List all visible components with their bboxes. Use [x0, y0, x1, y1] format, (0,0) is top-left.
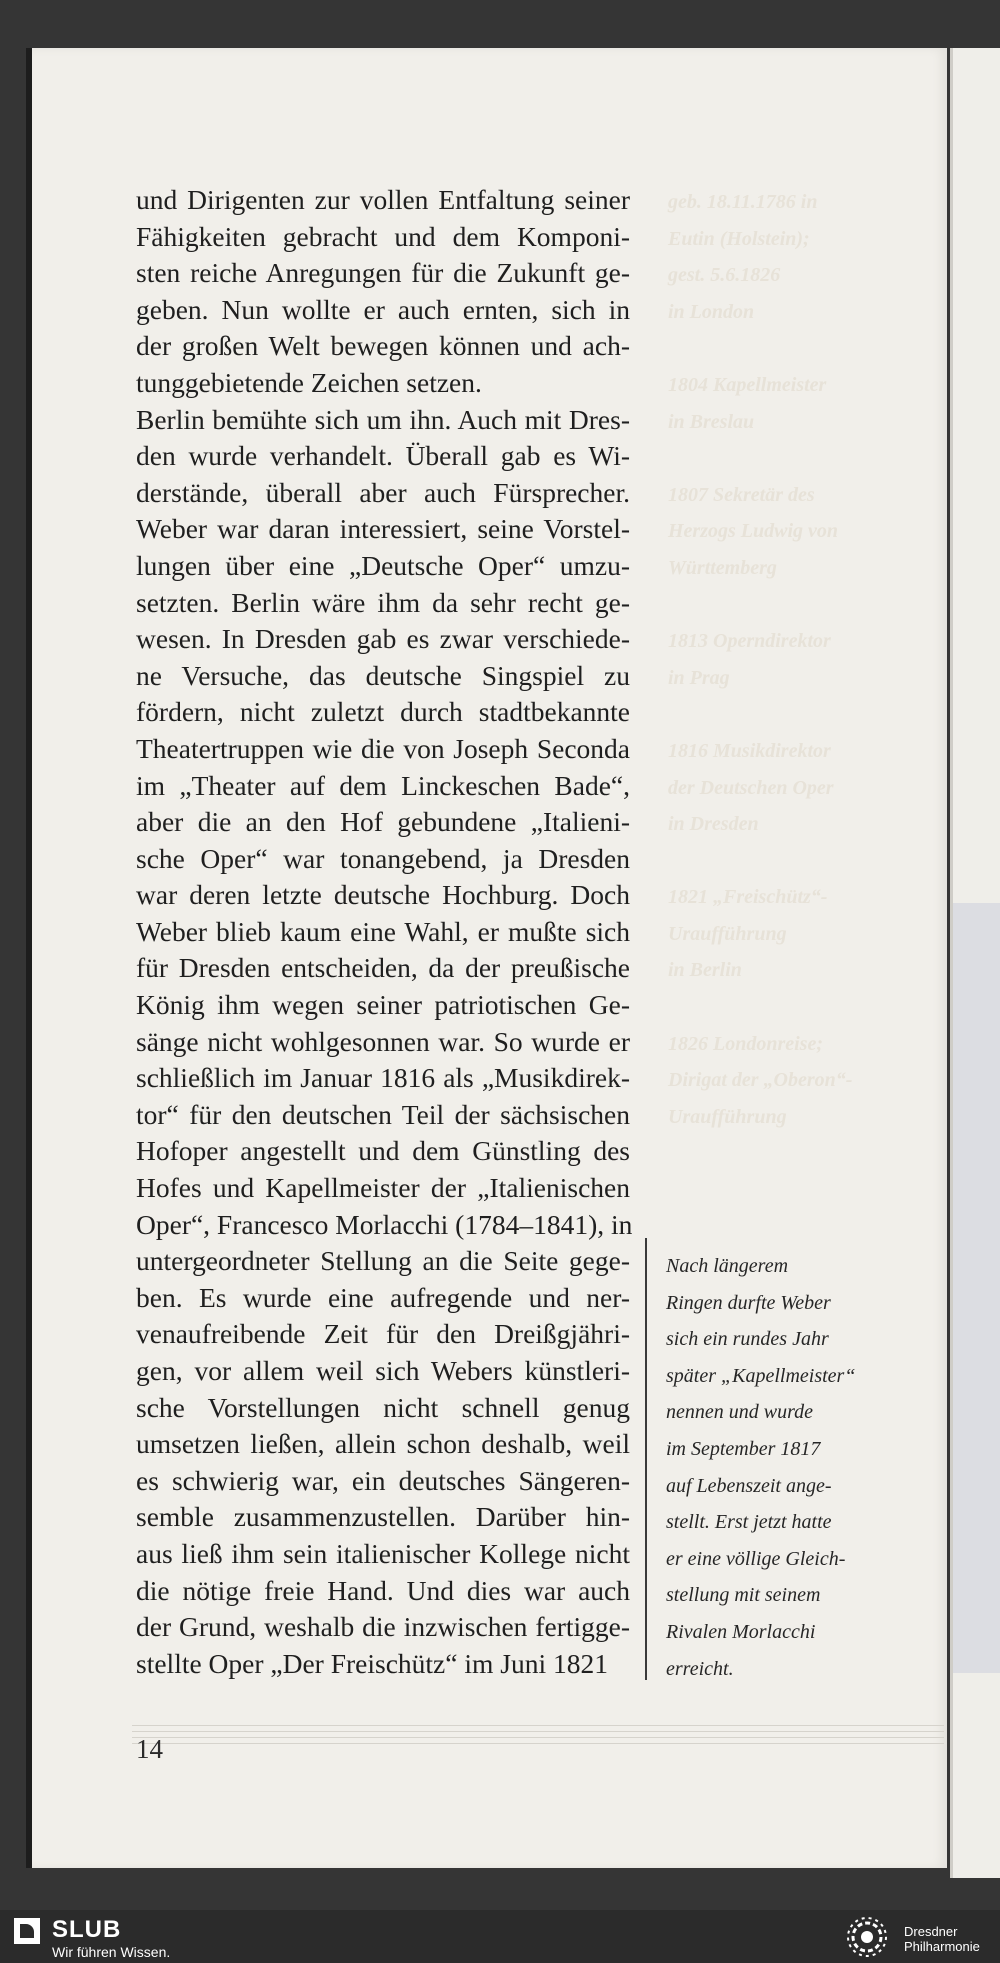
show-through-line: in Dresden [668, 813, 759, 836]
orchestra-name-line1: Dresdner [904, 1924, 958, 1939]
text-line: wesen. In Dresden gab es zwar verschiede- [136, 623, 630, 655]
text-line: war deren letzte deutsche Hochburg. Doch [136, 879, 630, 911]
show-through-line: 1821 „Freischütz“- [668, 886, 828, 909]
text-line: sten reiche Anregungen für die Zukunft ge- [136, 257, 630, 289]
philharmonie-logo-icon[interactable] [842, 1914, 892, 1960]
text-line: aber die an den Hof gebundene „Italieni- [136, 806, 630, 838]
text-line: stellte Oper „Der Freischütz“ im Juni 1821 [136, 1647, 608, 1679]
show-through-line: Uraufführung [668, 1105, 787, 1128]
show-through-line: 1804 Kapellmeister [668, 373, 827, 396]
show-through-line: 1807 Sekretär des [668, 483, 815, 506]
text-line: Weber blieb kaum eine Wahl, er mußte sich [136, 915, 630, 947]
text-line: aus ließ ihm sein italienischer Kollege nicht [136, 1537, 630, 1569]
footer-decorative-lines [132, 1725, 944, 1751]
show-through-line: geb. 18.11.1786 in [668, 191, 818, 213]
text-line: venaufreibende Zeit für den Dreißgjähri- [136, 1318, 630, 1350]
text-line: ben. Es wurde eine aufregende und ner- [136, 1281, 630, 1313]
text-line: Weber war daran interessiert, seine Vorstel- [136, 513, 630, 545]
text-line: im „Theater auf dem Linckeschen Bade“, [136, 769, 630, 801]
slub-logo-icon[interactable] [14, 1918, 40, 1944]
text-line: es schwierig war, ein deutsches Sängeren- [136, 1464, 630, 1496]
text-line: sänge nicht wohlgesonnen war. So wurde er [136, 1025, 630, 1057]
show-through-line: 1826 Londonreise; [668, 1032, 823, 1055]
page-number: 14 [136, 1734, 163, 1764]
sidenote-line: Rivalen Morlacchi [666, 1620, 816, 1643]
text-line: sche Vorstellungen nicht schnell genug [136, 1391, 630, 1423]
text-line: die nötige freie Hand. Und dies war auch [136, 1574, 630, 1606]
viewer-footer-bar [0, 1910, 1000, 1963]
show-through-line [668, 330, 898, 367]
text-line: untergeordneter Stellung an die Seite gege- [136, 1245, 630, 1277]
text-line: Fähigkeiten gebracht und dem Komponi- [136, 220, 630, 252]
show-through-line: in London [668, 300, 755, 323]
show-through-line: gest. 5.6.1826 [668, 264, 781, 287]
show-through-timeline [668, 184, 898, 1135]
show-through-line [668, 440, 898, 477]
show-through-line: Eutin (Holstein); [668, 227, 810, 250]
show-through-line: Uraufführung [668, 922, 787, 945]
text-line: gen, vor allem weil sich Webers künstleri- [136, 1355, 630, 1386]
sidenote-line: später „Kapellmeister“ [666, 1364, 856, 1387]
text-line: sche Oper“ war tonangebend, ja Dresden [136, 842, 630, 874]
text-line: ne Versuche, das deutsche Singspiel zu [136, 659, 630, 691]
text-line: Oper“, Francesco Morlacchi (1784–1841), in [136, 1208, 633, 1240]
library-tagline: Wir führen Wissen. [52, 1944, 171, 1960]
show-through-line: in Breslau [668, 410, 755, 433]
sidenote-line: nennen und wurde [666, 1401, 814, 1424]
text-line: den wurde verhandelt. Überall gab es Wi- [136, 440, 630, 472]
text-line: lungen über eine „Deutsche Oper“ umzu- [136, 549, 630, 581]
sidenote-line: im September 1817 [666, 1437, 821, 1460]
sidenote-line: stellt. Erst jetzt hatte [666, 1511, 832, 1534]
text-line: tor“ für den deutschen Teil der sächsischen [136, 1098, 630, 1130]
sidenote-line: stellung mit seinem [666, 1584, 821, 1607]
next-page-tint [953, 903, 1000, 1673]
show-through-line [668, 989, 898, 1026]
sidenote-line: auf Lebenszeit ange- [666, 1474, 832, 1497]
text-line: Theatertruppen wie die von Joseph Seconda [136, 732, 630, 764]
show-through-line: Württemberg [668, 556, 777, 579]
sidenote-line: Ringen durfte Weber [666, 1291, 831, 1314]
sidenote-text [666, 1248, 906, 1687]
show-through-line: in Berlin [668, 959, 742, 982]
text-line: tunggebietende Zeichen setzen. [136, 366, 482, 398]
text-line: geben. Nun wollte er auch ernten, sich in [136, 293, 630, 325]
show-through-line: 1816 Musikdirektor [668, 739, 831, 762]
show-through-line [668, 696, 898, 733]
text-line: fördern, nicht zuletzt durch stadtbekannte [136, 696, 630, 728]
orchestra-name [904, 1924, 980, 1954]
show-through-line: Herzogs Ludwig von [668, 520, 839, 543]
sidenote-line: er eine völlige Gleich- [666, 1547, 846, 1570]
text-line: derstände, überall aber auch Fürsprecher. [136, 476, 630, 508]
text-line: der Grund, weshalb die inzwischen fertigge- [136, 1611, 630, 1643]
sidenote-line: Nach längerem [666, 1255, 789, 1277]
sidenote-rule [645, 1238, 647, 1680]
show-through-line: der Deutschen Oper [668, 776, 834, 799]
text-line: semble zusammenzustellen. Darüber hin- [136, 1501, 630, 1533]
text-line: Berlin bemühte sich um ihn. Auch mit Dres- [136, 403, 630, 435]
text-line: der großen Welt bewegen können und ach- [136, 330, 630, 362]
show-through-line: Dirigat der „Oberon“- [668, 1069, 853, 1092]
orchestra-name-line2: Philharmonie [904, 1939, 980, 1954]
main-text-column [136, 182, 633, 1682]
text-line: setzten. Berlin wäre ihm da sehr recht ge- [136, 586, 630, 618]
text-line: Hofes und Kapellmeister der „Italienischen [136, 1172, 630, 1204]
text-line: umsetzen ließen, allein schon deshalb, weil [136, 1428, 630, 1460]
show-through-line [668, 587, 898, 624]
text-line: Hofoper angestellt und dem Günstling des [136, 1135, 630, 1167]
next-page-edge [950, 48, 1000, 1878]
library-name[interactable]: SLUB [52, 1916, 122, 1943]
sidenote-line: sich ein rundes Jahr [666, 1328, 829, 1351]
text-line: und Dirigenten zur vollen Entfaltung seiner [136, 184, 630, 215]
text-line: schließlich im Januar 1816 als „Musikdirek- [136, 1062, 630, 1094]
show-through-line: in Prag [668, 666, 730, 689]
show-through-line [668, 843, 898, 880]
text-line: König ihm wegen seiner patriotischen Ge- [136, 989, 630, 1021]
sidenote-line: erreicht. [666, 1657, 734, 1680]
show-through-line: 1813 Operndirektor [668, 630, 831, 653]
text-line: für Dresden entscheiden, da der preußische [136, 952, 630, 984]
